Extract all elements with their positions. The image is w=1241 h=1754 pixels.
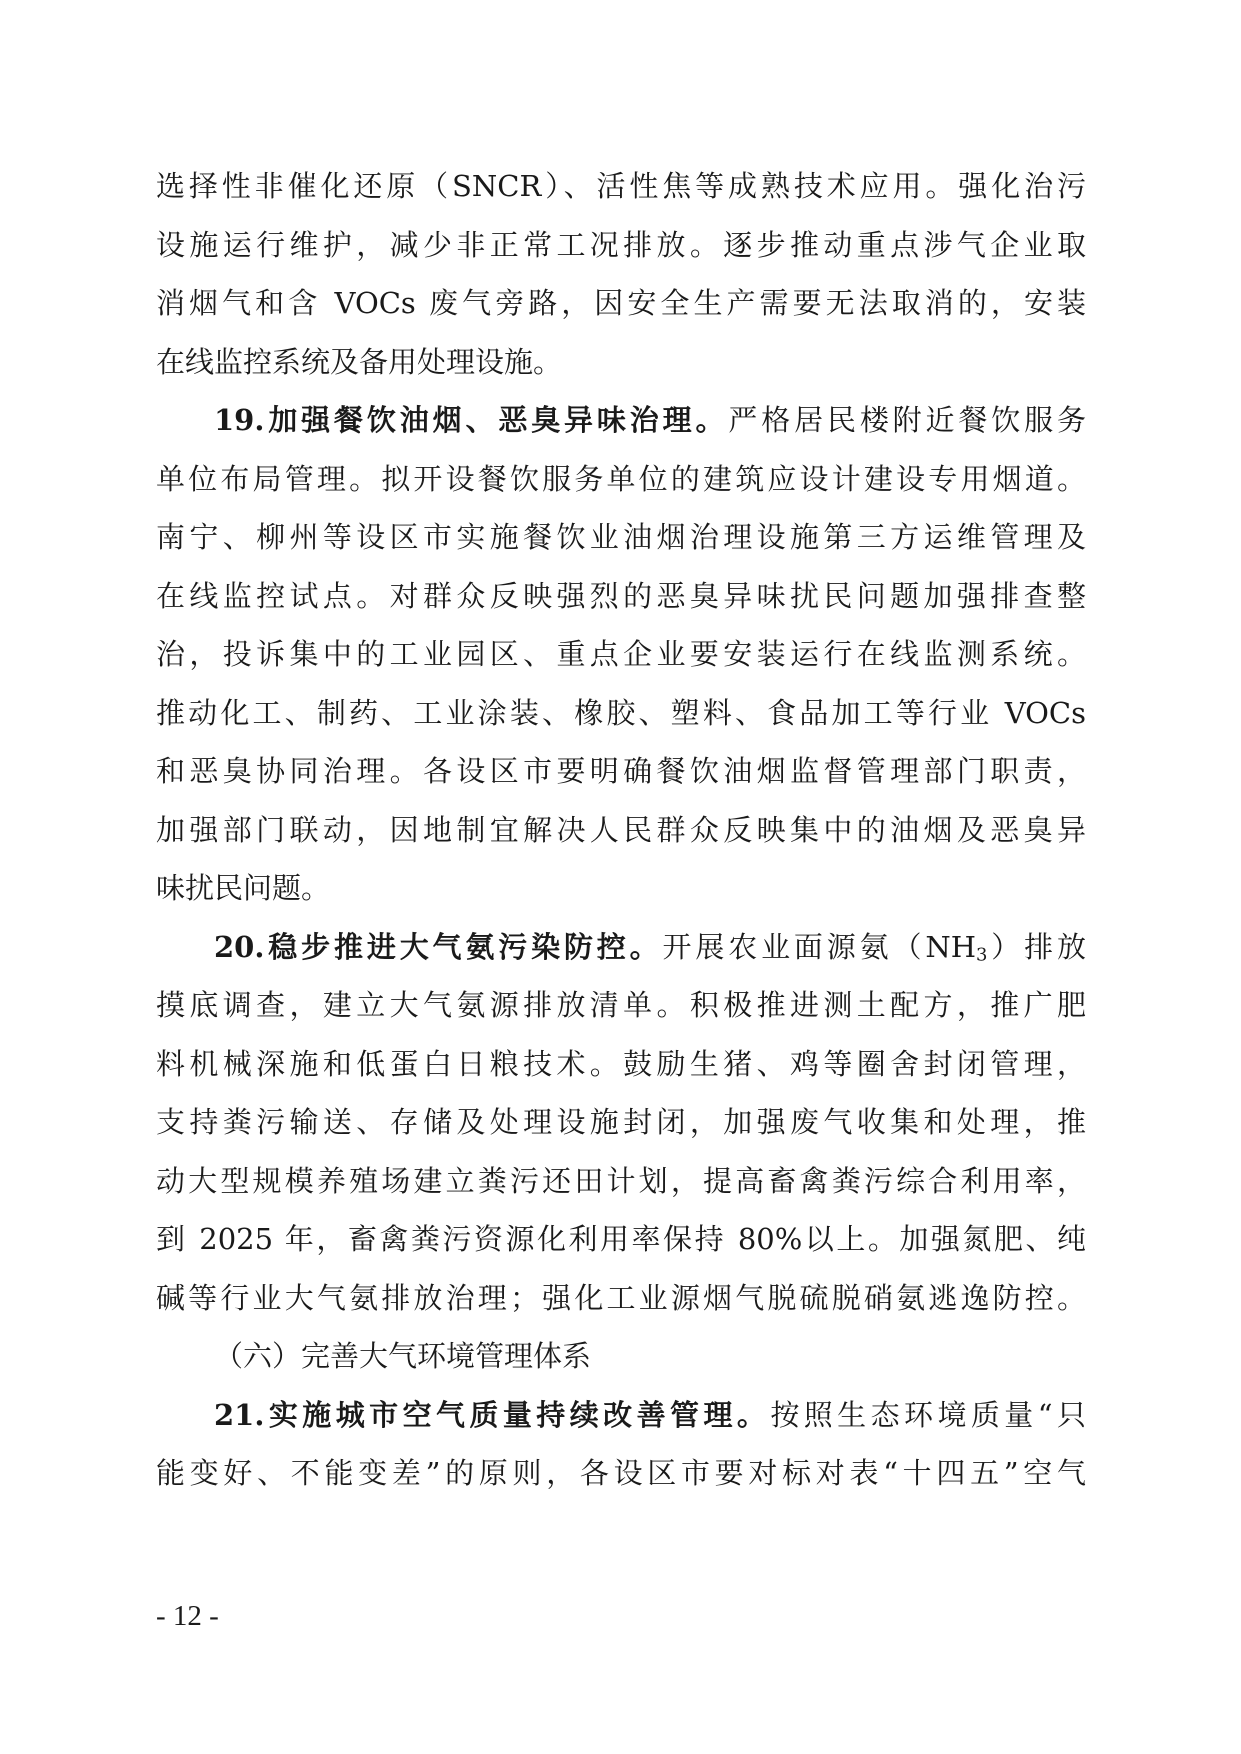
text-line: 动大型规模养殖场建立粪污还田计划，提高畜禽粪污综合利用率，	[156, 1163, 1086, 1198]
item-20-text: 开展农业面源氨（NH	[662, 929, 976, 964]
text-line: 加强部门联动，因地制宜解决人民群众反映集中的油烟及恶臭异	[156, 812, 1086, 847]
text-line: 碱等行业大气氨排放治理；强化工业源烟气脱硫脱硝氨逃逸防控。	[156, 1280, 1086, 1315]
item-19-first-line	[156, 391, 1086, 450]
text-line: 味扰民问题。	[156, 871, 331, 905]
item-20-text-end: ）排放	[987, 929, 1086, 964]
text-line: 消烟气和含 VOCs 废气旁路，因安全生产需要无法取消的，安装	[156, 286, 1086, 320]
text-line: 选择性非催化还原（SNCR）、活性焦等成熟技术应用。强化治污	[156, 169, 1086, 203]
item-20-first-line	[156, 918, 1086, 977]
subscript: 3	[975, 944, 988, 966]
text-line: 和恶臭协同治理。各设区市要明确餐饮油烟监督管理部门职责，	[156, 754, 1086, 788]
text-line: 在线监控系统及备用处理设施。	[156, 344, 563, 379]
text-line: 支持粪污输送、存储及处理设施封闭，加强废气收集和处理，推	[156, 1105, 1086, 1139]
item-20-title: 20.稳步推进大气氨污染防控。	[214, 929, 663, 964]
item-21-text: 按照生态环境质量“只	[770, 1397, 1086, 1432]
text-line: 能变好、不能变差”的原则，各设区市要对标对表“十四五”空气	[156, 1456, 1086, 1490]
text-line: 料机械深施和低蛋白日粮技术。鼓励生猪、鸡等圈舍封闭管理，	[156, 1046, 1086, 1081]
text-line: 在线监控试点。对群众反映强烈的恶臭异味扰民问题加强排查整	[156, 578, 1086, 613]
text-line: 设施运行维护，减少非正常工况排放。逐步推动重点涉气企业取	[156, 227, 1086, 262]
body-text	[156, 157, 1086, 1503]
item-19-text: 严格居民楼附近餐饮服务	[728, 403, 1086, 437]
text-line: 到 2025 年，畜禽粪污资源化利用率保持 80%以上。加强氮肥、纯	[156, 1222, 1086, 1256]
section-heading: （六）完善大气环境管理体系	[214, 1339, 592, 1373]
text-line: 推动化工、制药、工业涂装、橡胶、塑料、食品加工等行业 VOCs	[156, 695, 1086, 730]
item-21-title: 21.实施城市空气质量持续改善管理。	[214, 1397, 771, 1432]
item-21-first-line	[156, 1386, 1086, 1445]
text-line: 摸底调查，建立大气氨源排放清单。积极推进测土配方，推广肥	[156, 988, 1086, 1022]
text-line: 治，投诉集中的工业园区、重点企业要安装运行在线监测系统。	[156, 637, 1086, 671]
item-19-title: 19.加强餐饮油烟、恶臭异味治理。	[214, 403, 729, 437]
text-line: 单位布局管理。拟开设餐饮服务单位的建筑应设计建设专用烟道。	[156, 461, 1086, 496]
text-line: 南宁、柳州等设区市实施餐饮业油烟治理设施第三方运维管理及	[156, 520, 1086, 554]
page-number: - 12 -	[156, 1600, 219, 1632]
